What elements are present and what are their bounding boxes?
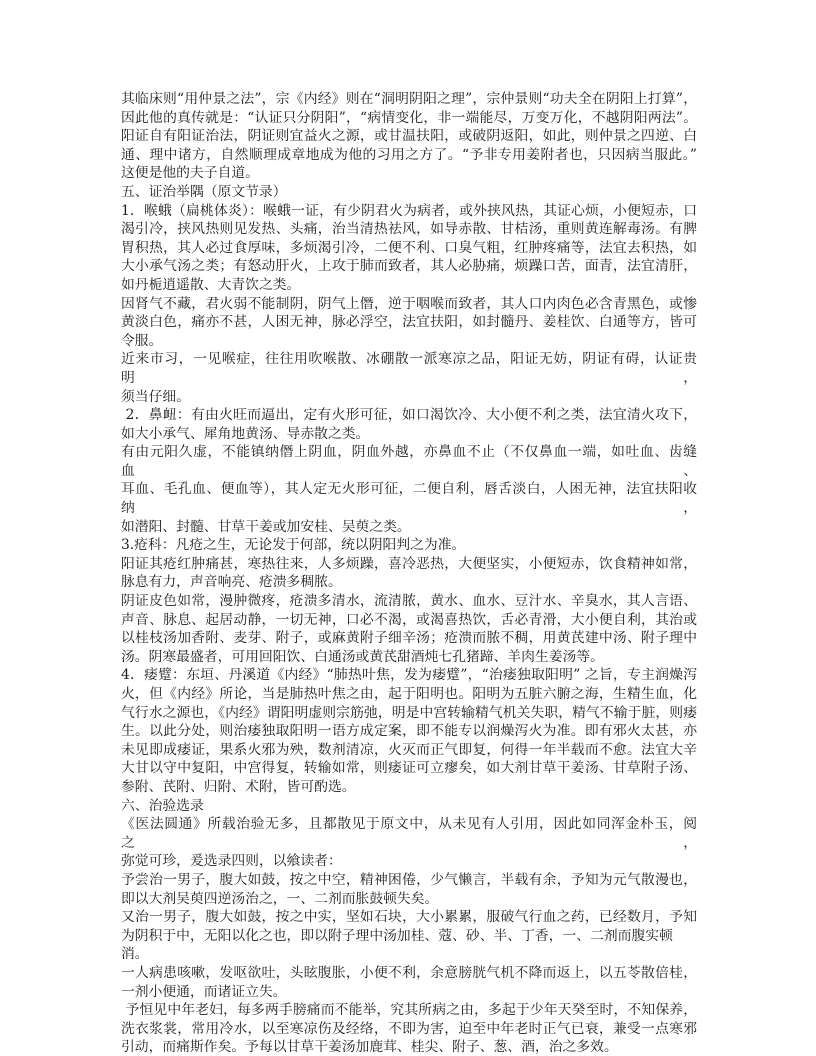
text-line: 其临床则“用仲景之法”，宗《内经》则在“洞明阴阳之理”，宗仲景则“功夫全在阴阳上打算”， bbox=[121, 91, 697, 107]
text-line: 耳血、毛孔血、便血等），其人定无火形可征，二便自利，唇舌淡白，人困无神，法宜扶阳收纳， bbox=[121, 481, 697, 517]
text-line: 《医法圆通》所载治验无多，且都散见于原文中，从未见有人引用，因此如同浑金朴玉，阅之， bbox=[121, 816, 697, 851]
text-line: 胃积热，其人必过食厚味，多烦渴引冷，二便不利、口臭气粗，红肿疼痛等，法宜去积热，如 bbox=[121, 239, 697, 256]
text-line: 六、治验选录 bbox=[121, 797, 204, 814]
text-line: 3.疮科：凡疮之生，无论发于何部，统以阴阳判之为准。 bbox=[121, 537, 466, 554]
text-line: 如丹栀逍遥散、大青饮之类。 bbox=[121, 276, 301, 293]
text-line: 1．喉蛾（扁桃体炎）：喉蛾一证，有少阴君火为病者，或外挟风热，其证心烦，小便短赤，口 bbox=[121, 202, 697, 219]
text-line: 通、理中诸方，自然顺理成章地成为他的习用之方了。“予非专用姜附者也，只因病当服此。” bbox=[121, 146, 697, 163]
text-line: 如大小承气、犀角地黄汤、导赤散之类。 bbox=[121, 425, 370, 442]
text-line: 气行水之源也，《内经》谓阳明虚则宗筋弛，明是中宫转输精气机关失职，精气不输于脏，则痿 bbox=[121, 704, 697, 721]
text-line: 阴证皮色如常，漫肿微疼，疮溃多清水，流清脓，黄水、血水、豆汁水、辛臭水，其人言语、 bbox=[121, 593, 697, 610]
text-line: 黄淡白色，痛亦不甚，人困无神，脉必浮空，法宜扶阳，如封髓丹、姜桂饮、白通等方，皆可 bbox=[121, 314, 697, 331]
text-line: 如潜阳、封髓、甘草干姜或加安桂、吴萸之类。 bbox=[121, 518, 411, 535]
text-line: 火，但《内经》所论，当是肺热叶焦之由，起于阳明也。阳明为五脏六腑之海，生精生血，化 bbox=[121, 686, 697, 702]
text-line: 弥觉可珍，爰选录四则，以飨读者： bbox=[121, 853, 342, 870]
text-line: 大小承气汤之类；有怒动肝火，上攻于肺而致者，其人必胁痛，烦躁口苦，面青，法宜清肝， bbox=[121, 258, 697, 275]
text-line: 因此他的真传就是：“认证只分阴阳”，“病情变化，非一端能尽，万变万化，不越阴阳两法”。 bbox=[121, 109, 697, 126]
text-line: 参附、芪附、归附、术附，皆可酌选。 bbox=[121, 778, 356, 795]
text-line: 生。以此分处，则治痿独取阳明一语方成定案，即不能专以润燥泻火为准。即有邪火太甚，亦 bbox=[121, 723, 697, 740]
text-line: 须当仔细。 bbox=[121, 388, 190, 405]
text-line: 4．痿躄：东垣、丹溪道《内经》“肺热叶焦，发为痿躄”，“治痿独取阳明” 之旨，专主润燥泻 bbox=[121, 667, 697, 684]
text-line: 予恒见中年老妇，每多两手膀痛而不能举，究其所病之由，多起于少年天癸至时，不知保养， bbox=[121, 1002, 697, 1019]
text-line: 阳证自有阳证治法，阴证则宜益火之源，或甘温扶阳，或破阴返阳，如此，则仲景之四逆、白 bbox=[121, 128, 697, 145]
text-line: 未见即成痿证，果系火邪为殃，数剂清凉，火灭而正气即复，何得一年半载而不愈。法宜大辛 bbox=[121, 741, 697, 758]
text-line: 为阴积于中，无阳以化之也，即以附子理中汤加桂、蔻、砂、半、丁香，一、二剂而腹实顿消。 bbox=[121, 927, 673, 963]
text-line: 脉息有力，声音响亮、疮溃多稠脓。 bbox=[121, 574, 342, 591]
text-line: 又治一男子，腹大如鼓，按之中实，坚如石块，大小累累，服破气行血之药，已经数月，予知 bbox=[121, 909, 697, 926]
text-line: 以桂枝汤加香附、麦芽、附子，或麻黄附子细辛汤；疮溃而脓不稠，用黄芪建中汤、附子理中 bbox=[121, 630, 697, 647]
text-line: 因肾气不藏，君火弱不能制阴，阴气上僭，逆于咽喉而致者，其人口内肉色必含青黑色，或惨 bbox=[121, 295, 697, 312]
text-line: 阳证其疮红肿痛甚，寒热往来，人多烦躁，喜冷恶热，大便坚实，小便短赤，饮食精神如常， bbox=[121, 555, 697, 572]
text-line: 这便是他的夫子自道。 bbox=[121, 165, 259, 182]
text-line: 五、证治举隅（原文节录） bbox=[121, 183, 287, 200]
text-line: 汤。阴寒最盛者，可用回阳饮、白通汤或黄芪甜酒炖七孔猪蹄、羊肉生姜汤等。 bbox=[121, 648, 604, 665]
text-line: 引动，而痛斯作矣。予每以甘草干姜汤加鹿茸、桂尖、附子、葱、酒，治之多效。 bbox=[121, 1039, 618, 1056]
text-line: 声音、脉息、起居动静，一切无神，口必不渴，或渴喜热饮，舌必青滑，大小便自利，其治或 bbox=[121, 611, 697, 628]
document-text-block bbox=[121, 90, 697, 1056]
text-line: 大甘以守中复阳，中宫得复，转输如常，则痿证可立瘳矣，如大剂甘草干姜汤、甘草附子汤、 bbox=[121, 760, 697, 777]
text-line: 予尝治一男子，腹大如鼓，按之中空，精神困倦，少气懒言，半载有余，予知为元气散漫也， bbox=[121, 871, 697, 888]
text-line: 即以大剂吴萸四逆汤治之，一、二剂而胀鼓顿失矣。 bbox=[121, 890, 439, 907]
text-line: 2．鼻衄：有由火旺而逼出，定有火形可征，如口渴饮冷、大小便不利之类，法宜清火攻下， bbox=[121, 407, 697, 424]
text-line: 一剂小便通，而诸证立失。 bbox=[121, 983, 287, 1000]
text-line: 近来市习，一见喉症，往往用吹喉散、冰硼散一派寒凉之品，阳证无妨，阴证有碍，认证贵明， bbox=[121, 351, 697, 386]
text-line: 洗衣浆裳，常用冷水，以至寒凉伤及经络，不即为害，迫至中年老时正气已衰，兼受一点寒邪 bbox=[121, 1020, 697, 1037]
text-line: 渴引冷，挟风热则见发热、头痛，治当清热祛风，如导赤散、甘桔汤，重则黄连解毒汤。有脾 bbox=[121, 221, 697, 238]
text-line: 有由元阳久虚，不能镇纳僭上阴血，阴血外越，亦鼻血不止（不仅鼻血一端，如吐血、齿缝血、 bbox=[121, 444, 697, 479]
text-line: 令服。 bbox=[121, 332, 163, 349]
text-line: 一人病患咳嗽，发呕欲吐，头眩腹胀，小便不利，余意膀胱气机不降而返上，以五苓散倍桂， bbox=[121, 964, 697, 981]
